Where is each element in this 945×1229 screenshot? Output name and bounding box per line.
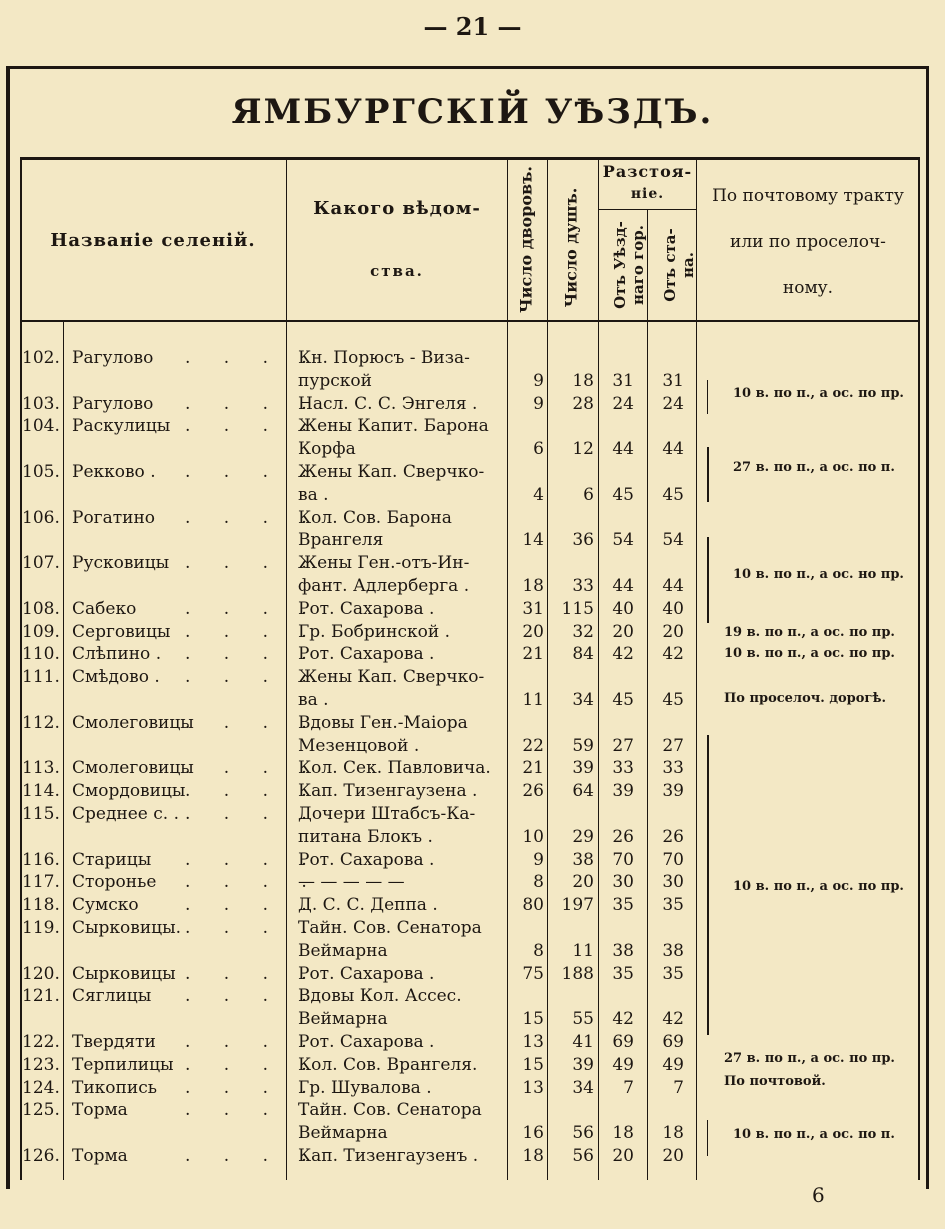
- row-number: 120.: [22, 963, 60, 984]
- village-name: Слѣпино .: [72, 644, 162, 665]
- from-town-value: 45: [612, 690, 634, 710]
- households-value: 18: [522, 1146, 544, 1166]
- owner-line: Д. С. С. Деппа .: [298, 895, 438, 916]
- dot-leader: . . . .: [185, 895, 321, 916]
- village-name: Торма: [72, 1146, 128, 1166]
- dot-leader: . . . .: [185, 986, 321, 1007]
- souls-value: 115: [561, 598, 594, 619]
- households-value: 16: [522, 1123, 544, 1144]
- owner-line: Рот. Сахарова .: [298, 644, 435, 665]
- row-number: 111.: [22, 667, 60, 688]
- row-number: 122.: [22, 1032, 60, 1052]
- households-value: 21: [522, 644, 544, 665]
- owner-line: Жены Капит. Барона: [298, 416, 489, 437]
- from-station-value: 38: [662, 940, 684, 961]
- header-households: Число дворовъ.: [516, 166, 536, 314]
- dot-leader: . . . .: [185, 712, 321, 733]
- row-number: 119.: [22, 918, 60, 938]
- dot-leader: . . . .: [185, 1100, 321, 1121]
- owner-line: Кн. Порюсъ - Виза-: [298, 348, 470, 368]
- header-route-3: ному.: [782, 278, 834, 298]
- village-name: Рагулово: [72, 348, 154, 368]
- from-station-value: 20: [662, 621, 684, 642]
- households-value: 31: [522, 598, 544, 619]
- from-town-value: 44: [612, 576, 634, 596]
- owner-line: Тайн. Сов. Сенатора: [298, 918, 482, 938]
- households-value: 9: [533, 370, 544, 391]
- households-value: 9: [533, 849, 544, 870]
- from-town-value: 40: [612, 598, 634, 619]
- souls-value: 20: [572, 872, 594, 893]
- row-number: 124.: [22, 1077, 60, 1098]
- households-value: 13: [522, 1032, 544, 1052]
- village-name: Сабеко: [72, 598, 137, 619]
- from-station-value: 30: [662, 872, 684, 893]
- owner-line: Рот. Сахарова .: [298, 598, 435, 619]
- from-town-value: 35: [612, 895, 634, 916]
- header-distance-1: Разстоя-: [602, 162, 693, 181]
- owner-line: Рот. Сахарова .: [298, 849, 435, 870]
- row-number: 112.: [22, 712, 60, 733]
- from-station-value: 31: [662, 370, 684, 391]
- households-value: 75: [522, 963, 544, 984]
- row-number: 114.: [22, 781, 60, 802]
- row-number: 117.: [22, 872, 60, 893]
- col-line-8: [918, 160, 920, 1180]
- souls-value: 188: [561, 963, 594, 984]
- owner-line: ва .: [298, 484, 329, 505]
- from-station-value: 44: [662, 576, 684, 596]
- header-route-1: По почтовому тракту: [712, 186, 904, 206]
- col-line-4: [547, 160, 548, 1180]
- from-station-value: 40: [662, 598, 684, 619]
- row-number: 116.: [22, 849, 60, 870]
- header-name: Названіе селеній.: [50, 230, 256, 251]
- souls-value: 41: [572, 1032, 594, 1052]
- header-route-2: или по проселоч-: [730, 232, 886, 252]
- from-station-value: 33: [662, 758, 684, 779]
- village-name: Серговицы: [72, 621, 171, 642]
- header-from-town-2: наго гор.: [629, 224, 647, 306]
- households-value: 26: [522, 781, 544, 802]
- route-note: 10 в. по п., а ос. по пр.: [733, 879, 904, 894]
- households-value: 6: [533, 439, 544, 460]
- from-town-value: 42: [612, 644, 634, 665]
- owner-line: Дочери Штабсъ-Ка-: [298, 804, 476, 824]
- brace-icon: [707, 447, 709, 502]
- row-number: 103.: [22, 393, 60, 414]
- owner-line: Жены Кап. Сверчко-: [298, 462, 485, 482]
- from-station-value: 7: [673, 1077, 684, 1098]
- header-owner-1: Какого вѣдом-: [313, 198, 481, 219]
- route-note: 27 в. по п., а ос. по п.: [733, 460, 895, 475]
- village-name: Старицы: [72, 849, 152, 870]
- row-number: 107.: [22, 553, 60, 574]
- village-name: Смолеговицы: [72, 712, 194, 733]
- souls-value: 197: [561, 895, 594, 916]
- header-owner-2: ства.: [370, 262, 424, 280]
- row-number: 110.: [22, 644, 60, 665]
- from-town-value: 45: [612, 484, 634, 505]
- from-town-value: 30: [612, 872, 634, 893]
- dot-leader: . . . .: [185, 507, 321, 528]
- dot-leader: . . . .: [185, 804, 321, 824]
- village-name: Рекково .: [72, 462, 156, 482]
- from-town-value: 7: [623, 1077, 634, 1098]
- souls-value: 29: [572, 826, 594, 847]
- header-from-station-2: на.: [679, 252, 697, 278]
- owner-line: Веймарна: [298, 940, 388, 961]
- households-value: 20: [522, 621, 544, 642]
- row-number: 109.: [22, 621, 60, 642]
- route-note: 27 в. по п., а ос. по пр.: [724, 1051, 895, 1066]
- page-title: ЯМБУРГСКІЙ УѢЗДЪ.: [231, 92, 714, 132]
- owner-line: Кол. Сов. Врангеля.: [298, 1054, 478, 1075]
- dot-leader: . . . .: [185, 963, 321, 984]
- owner-line: Жены Кап. Сверчко-: [298, 667, 485, 688]
- from-station-value: 45: [662, 690, 684, 710]
- header-bottom-rule: [20, 320, 920, 322]
- from-town-value: 33: [612, 758, 634, 779]
- owner-line: Кол. Сов. Барона: [298, 507, 452, 528]
- souls-value: 84: [572, 644, 594, 665]
- owner-line: Насл. С. С. Энгеля .: [298, 393, 478, 414]
- households-value: 11: [522, 690, 544, 710]
- col-line-5: [598, 160, 599, 1180]
- dot-leader: . . . .: [185, 598, 321, 619]
- row-number: 121.: [22, 986, 60, 1007]
- households-value: 13: [522, 1077, 544, 1098]
- owner-line: — — — — —: [298, 872, 405, 893]
- dot-leader: . . . .: [185, 621, 321, 642]
- from-town-value: 69: [612, 1032, 634, 1052]
- from-town-value: 26: [612, 826, 634, 847]
- dot-leader: . . . .: [185, 1077, 321, 1098]
- from-station-value: 69: [662, 1032, 684, 1052]
- from-station-value: 27: [662, 735, 684, 756]
- dot-leader: . . . .: [185, 416, 321, 437]
- souls-value: 64: [572, 781, 594, 802]
- souls-value: 39: [572, 1054, 594, 1075]
- households-value: 15: [522, 1009, 544, 1030]
- souls-value: 12: [572, 439, 594, 460]
- households-value: 18: [522, 576, 544, 596]
- dot-leader: . . . .: [185, 849, 321, 870]
- owner-line: Кол. Сек. Павловича.: [298, 758, 491, 779]
- dot-leader: . . . .: [185, 918, 321, 938]
- row-number: 108.: [22, 598, 60, 619]
- from-station-value: 70: [662, 849, 684, 870]
- from-station-value: 39: [662, 781, 684, 802]
- row-number: 126.: [22, 1146, 60, 1166]
- village-name: Торма: [72, 1100, 128, 1121]
- row-number: 115.: [22, 804, 60, 824]
- souls-value: 28: [572, 393, 594, 414]
- from-station-value: 35: [662, 963, 684, 984]
- from-station-value: 45: [662, 484, 684, 505]
- from-town-value: 70: [612, 849, 634, 870]
- from-station-value: 42: [662, 1009, 684, 1030]
- village-name: Сторонье: [72, 872, 157, 893]
- row-number: 125.: [22, 1100, 60, 1121]
- from-town-value: 38: [612, 940, 634, 961]
- brace-icon: [707, 1120, 708, 1156]
- owner-line: ва .: [298, 690, 329, 710]
- from-station-value: 20: [662, 1146, 684, 1166]
- households-value: 15: [522, 1054, 544, 1075]
- village-name: Русковицы: [72, 553, 170, 574]
- from-station-value: 24: [662, 393, 684, 414]
- owner-line: Кап. Тизенгаузена .: [298, 781, 478, 802]
- from-town-value: 35: [612, 963, 634, 984]
- souls-value: 18: [572, 370, 594, 391]
- header-souls: Число душъ.: [561, 187, 581, 308]
- souls-value: 38: [572, 849, 594, 870]
- row-number: 105.: [22, 462, 60, 482]
- households-value: 21: [522, 758, 544, 779]
- souls-value: 39: [572, 758, 594, 779]
- row-number: 104.: [22, 416, 60, 437]
- from-town-value: 42: [612, 1009, 634, 1030]
- from-town-value: 49: [612, 1054, 634, 1075]
- from-town-value: 54: [612, 530, 634, 551]
- signature-mark: 6: [812, 1183, 825, 1207]
- owner-line: Вдовы Кол. Ассес.: [298, 986, 462, 1007]
- village-name: Терпилицы: [72, 1054, 174, 1075]
- owner-line: Мезенцовой .: [298, 735, 420, 756]
- souls-value: 34: [572, 1077, 594, 1098]
- route-note: 19 в. по п., а ос. по пр.: [724, 625, 895, 640]
- owner-line: Вдовы Ген.-Маіора: [298, 712, 468, 733]
- souls-value: 36: [572, 530, 594, 551]
- col-line-1: [63, 322, 64, 1180]
- dot-leader: . . . .: [185, 1054, 321, 1075]
- from-town-value: 20: [612, 621, 634, 642]
- row-number: 123.: [22, 1054, 60, 1075]
- village-name: Сырковицы.: [72, 918, 182, 938]
- header-from-town-1: Отъ Уѣзд-: [611, 221, 629, 309]
- dot-leader: . . . .: [185, 393, 321, 414]
- owner-line: Корфа: [298, 439, 356, 460]
- owner-line: Жены Ген.-отъ-Ин-: [298, 553, 470, 574]
- village-name: Смѣдово .: [72, 667, 160, 688]
- owner-line: Тайн. Сов. Сенатора: [298, 1100, 482, 1121]
- souls-value: 33: [572, 576, 594, 596]
- village-name: Рагулово: [72, 393, 154, 414]
- village-name: Рогатино: [72, 507, 156, 528]
- village-name: Сумско: [72, 895, 139, 916]
- souls-value: 56: [572, 1123, 594, 1144]
- from-station-value: 54: [662, 530, 684, 551]
- brace-icon: [707, 537, 709, 623]
- brace-icon: [707, 735, 709, 1035]
- owner-line: питана Блокъ .: [298, 826, 433, 847]
- header-from-station-1: Отъ ста-: [661, 228, 679, 302]
- route-note: 10 в. по п., а ос. по п.: [733, 1127, 895, 1142]
- from-town-value: 39: [612, 781, 634, 802]
- owner-line: Веймарна: [298, 1009, 388, 1030]
- from-town-value: 44: [612, 439, 634, 460]
- from-station-value: 18: [662, 1123, 684, 1144]
- households-value: 22: [522, 735, 544, 756]
- village-name: Смордовицы: [72, 781, 186, 802]
- route-note: 10 в. по п., а ос. но пр.: [733, 567, 904, 582]
- dot-leader: . . . .: [185, 781, 321, 802]
- route-note: 10 в. по п., а ос. по пр.: [733, 386, 904, 401]
- from-station-value: 26: [662, 826, 684, 847]
- village-name: Сяглицы: [72, 986, 152, 1007]
- from-town-value: 18: [612, 1123, 634, 1144]
- row-number: 113.: [22, 758, 60, 779]
- village-name: Твердяти: [72, 1032, 156, 1052]
- dot-leader: . . . .: [185, 1032, 321, 1052]
- route-note: По почтовой.: [724, 1074, 826, 1089]
- row-number: 102.: [22, 348, 60, 368]
- dot-leader: . . . .: [185, 1146, 321, 1166]
- souls-value: 55: [572, 1009, 594, 1030]
- from-station-value: 44: [662, 439, 684, 460]
- households-value: 80: [522, 895, 544, 916]
- owner-line: Кап. Тизенгаузенъ .: [298, 1146, 479, 1166]
- dot-leader: . . . .: [185, 872, 321, 893]
- header-distance-2: ніе.: [630, 186, 665, 202]
- from-town-value: 27: [612, 735, 634, 756]
- owner-line: Рот. Сахарова .: [298, 963, 435, 984]
- households-value: 8: [533, 940, 544, 961]
- souls-value: 59: [572, 735, 594, 756]
- households-value: 8: [533, 872, 544, 893]
- households-value: 9: [533, 393, 544, 414]
- village-name: Сырковицы: [72, 963, 176, 984]
- owner-line: пурской: [298, 370, 372, 391]
- from-station-value: 42: [662, 644, 684, 665]
- village-name: Тикопись: [72, 1077, 157, 1098]
- village-name: Среднее с. .: [72, 804, 180, 824]
- dot-leader: . . . .: [185, 644, 321, 665]
- dot-leader: . . . .: [185, 462, 321, 482]
- owner-line: Гр. Бобринской .: [298, 621, 450, 642]
- souls-value: 11: [572, 940, 594, 961]
- owner-line: Врангеля: [298, 530, 384, 551]
- households-value: 10: [522, 826, 544, 847]
- from-town-value: 31: [612, 370, 634, 391]
- owner-line: фант. Адлерберга .: [298, 576, 470, 596]
- owner-line: Рот. Сахарова .: [298, 1032, 435, 1052]
- from-station-value: 35: [662, 895, 684, 916]
- dot-leader: . . . .: [185, 553, 321, 574]
- souls-value: 32: [572, 621, 594, 642]
- village-name: Смолеговицы: [72, 758, 194, 779]
- souls-value: 6: [583, 484, 594, 505]
- route-note: 10 в. по п., а ос. по пр.: [724, 646, 895, 661]
- dot-leader: . . . .: [185, 348, 321, 368]
- souls-value: 34: [572, 690, 594, 710]
- brace-icon: [707, 380, 708, 414]
- row-number: 106.: [22, 507, 60, 528]
- owner-line: Гр. Шувалова .: [298, 1077, 432, 1098]
- route-note: По проселоч. дорогѣ.: [724, 691, 887, 706]
- row-number: 118.: [22, 895, 60, 916]
- owner-line: Веймарна: [298, 1123, 388, 1144]
- souls-value: 56: [572, 1146, 594, 1166]
- households-value: 4: [533, 484, 544, 505]
- header-top-rule: [20, 157, 920, 160]
- dot-leader: . . . .: [185, 758, 321, 779]
- village-name: Раскулицы: [72, 416, 171, 437]
- dot-leader: . . . .: [185, 667, 321, 688]
- from-town-value: 24: [612, 393, 634, 414]
- page-number: — 21 —: [423, 12, 522, 41]
- from-town-value: 20: [612, 1146, 634, 1166]
- households-value: 14: [522, 530, 544, 551]
- from-station-value: 49: [662, 1054, 684, 1075]
